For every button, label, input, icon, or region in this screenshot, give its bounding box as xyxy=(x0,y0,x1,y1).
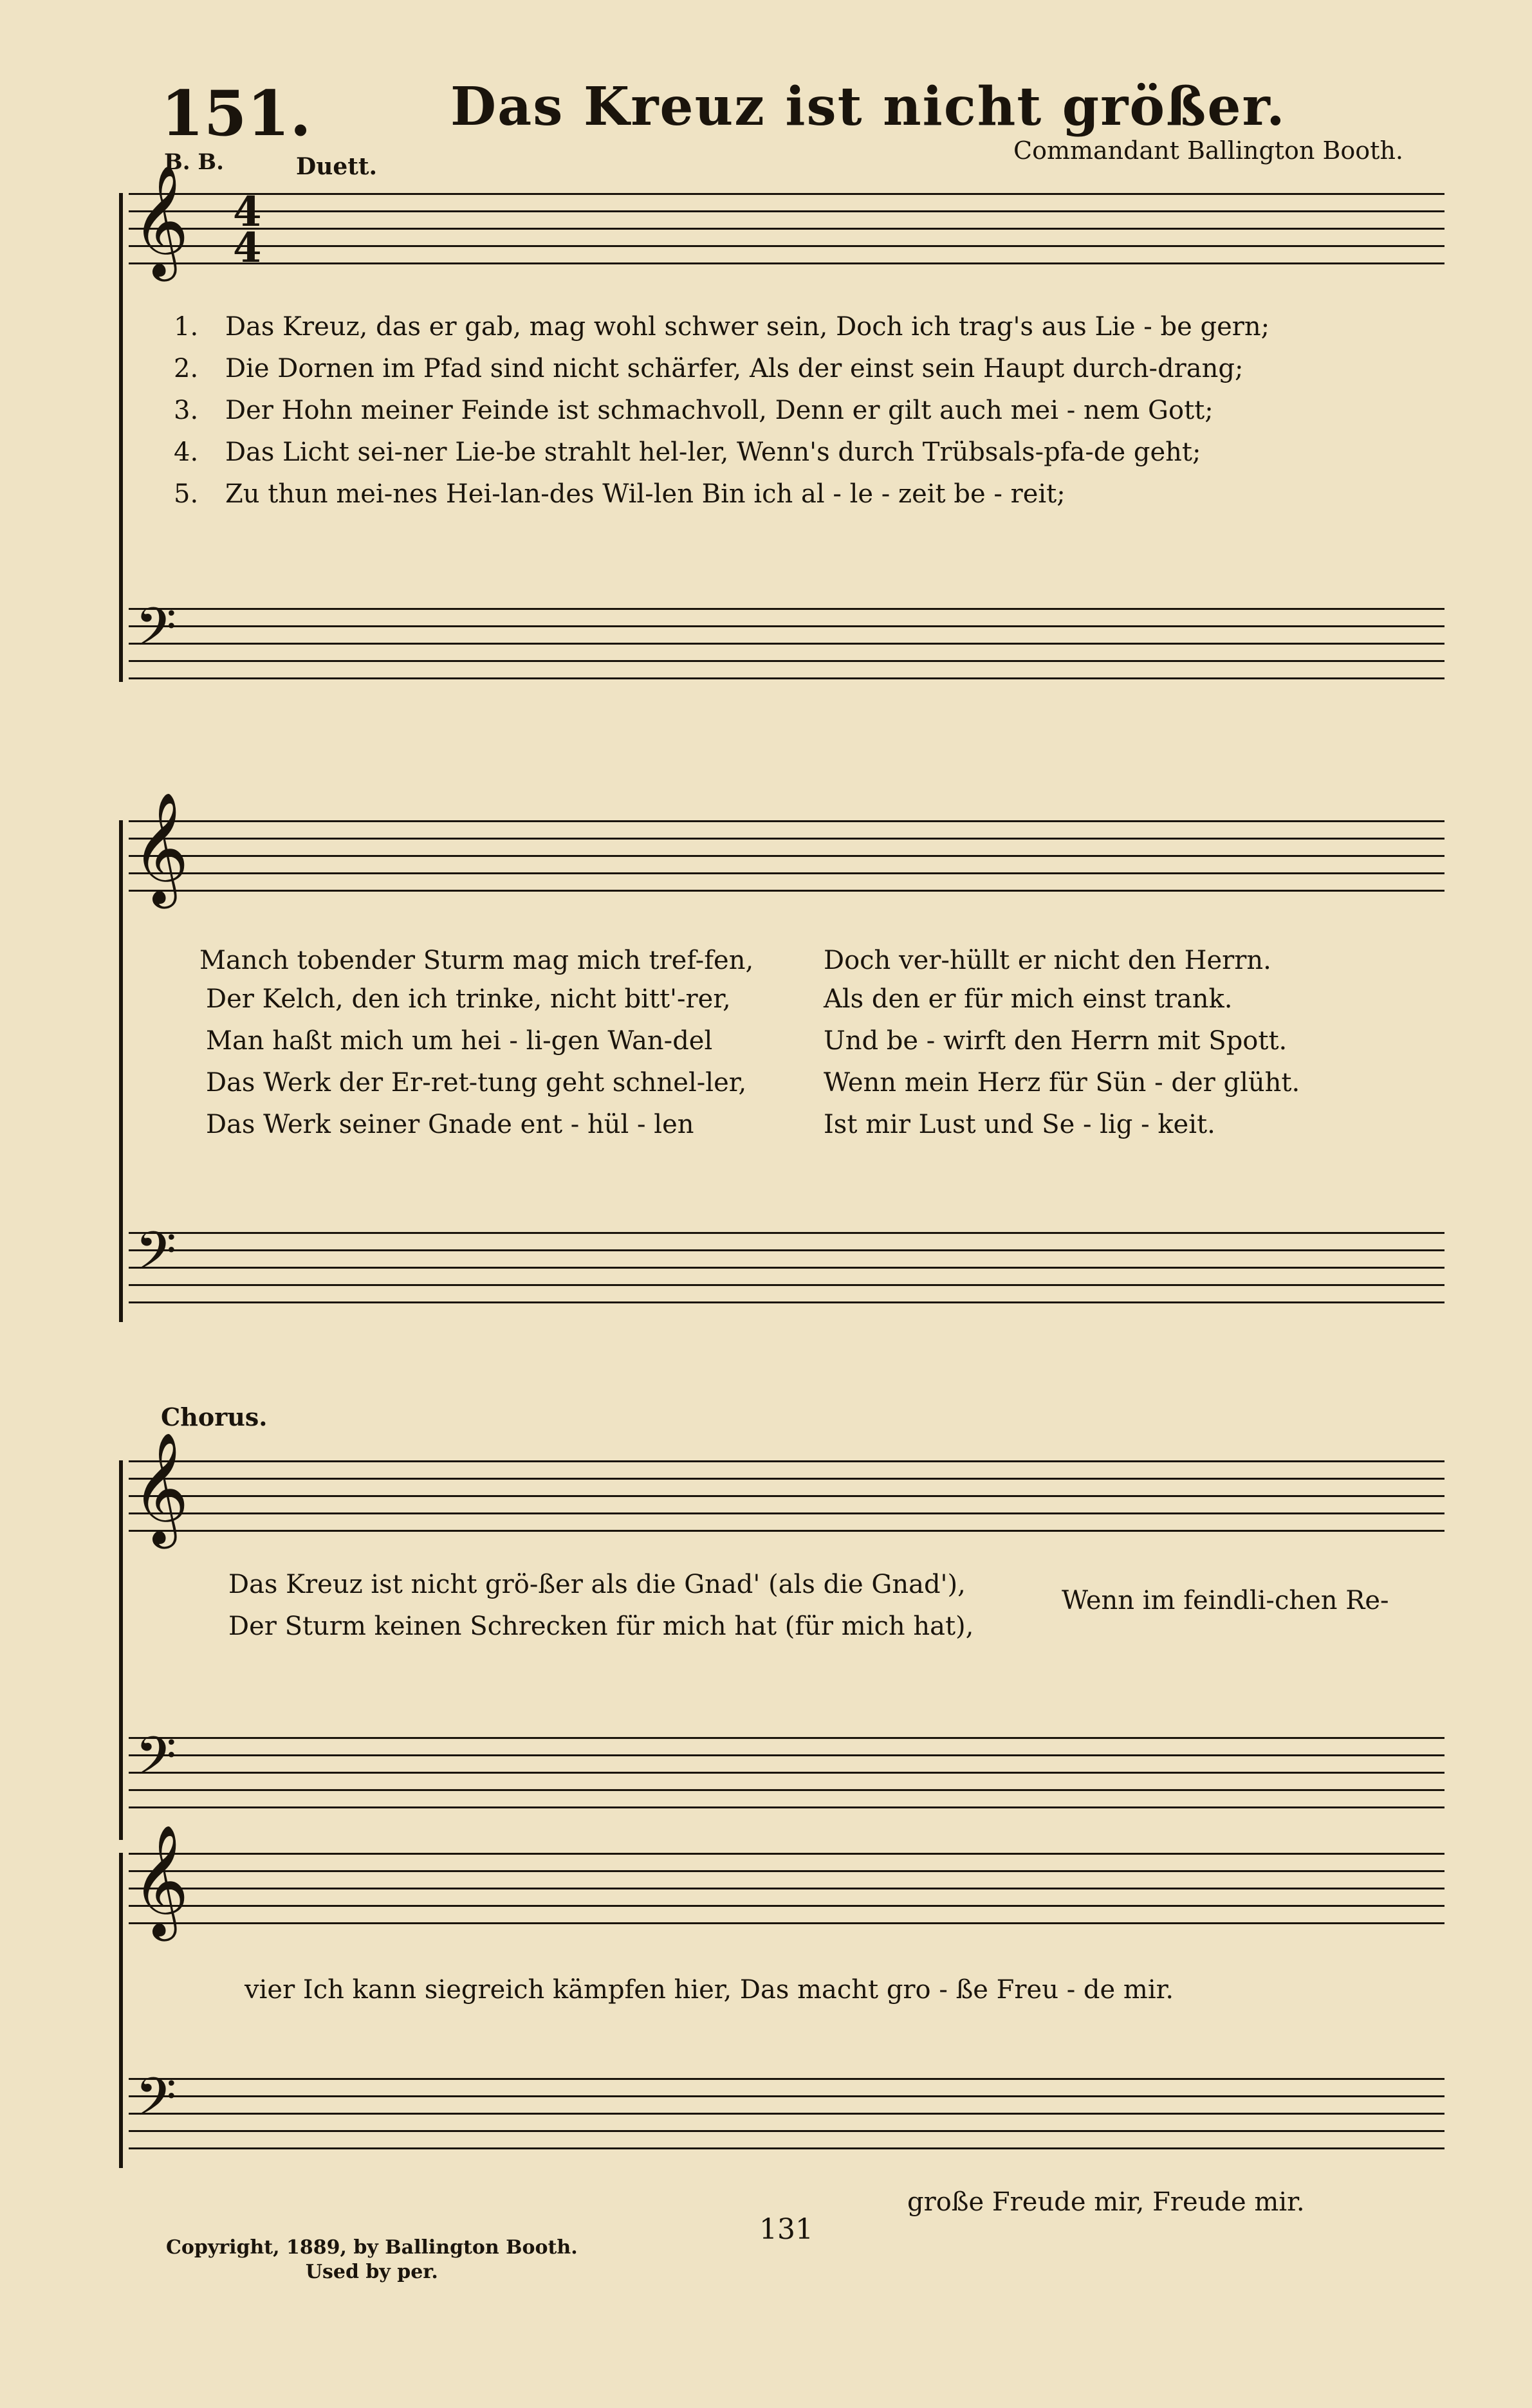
bass-clef-icon: 𝄢 xyxy=(135,1220,177,1295)
verse-text: Das Licht sei-ner Lie-be strahlt hel-ler, Wenn's durch Trübsals-pfa-de geht; xyxy=(225,437,1201,467)
copyright-line: Used by per. xyxy=(305,2261,438,2283)
copyright-line: Copyright, 1889, by Ballington Booth. xyxy=(166,2236,578,2259)
chorus-line: Das Kreuz ist nicht grö-ßer als die Gnad' (als die Gnad'), xyxy=(228,1570,966,1599)
verse-line xyxy=(174,312,1269,342)
bass-staff xyxy=(129,2078,1444,2150)
verse-line-b: Als den er für mich einst trank. xyxy=(824,984,1233,1014)
verse-line-a: Der Kelch, den ich trinke, nicht bitt'-rer, xyxy=(206,984,731,1014)
treble-clef-icon: 𝄞 xyxy=(132,1432,189,1544)
bass-staff xyxy=(129,1232,1444,1304)
verse-text: Das Kreuz, das er gab, mag wohl schwer sein, Doch ich trag's aus Lie - be gern; xyxy=(225,312,1270,342)
verse-number: 1. xyxy=(174,312,199,342)
section-label-duett: Duett. xyxy=(296,153,378,180)
treble-staff xyxy=(129,188,1444,272)
treble-staff xyxy=(129,820,1444,892)
chorus-line: vier Ich kann siegreich kämpfen hier, Das macht gro - ße Freu - de mir. xyxy=(245,1975,1174,2005)
chorus-line: große Freude mir, Freude mir. xyxy=(907,2187,1305,2217)
composer: Commandant Ballington Booth. xyxy=(1013,136,1403,165)
verse-number: 2. xyxy=(174,354,199,383)
page-number: 131 xyxy=(759,2213,813,2246)
treble-clef-icon: 𝄞 xyxy=(132,792,189,904)
verse-line-b: Wenn mein Herz für Sün - der glüht. xyxy=(824,1068,1300,1098)
verse-text: Die Dornen im Pfad sind nicht schärfer, Als der einst sein Haupt durch-drang; xyxy=(225,354,1244,383)
verse-line-a: Manch tobender Sturm mag mich tref-fen, xyxy=(199,946,754,975)
chorus-label: Chorus. xyxy=(161,1402,268,1431)
system-bracket xyxy=(119,1853,123,2168)
treble-clef-icon: 𝄞 xyxy=(132,1824,189,1936)
verse-text: Der Hohn meiner Feinde ist schmachvoll, Denn er gilt auch mei - nem Gott; xyxy=(225,396,1214,425)
author-initials: B. B. xyxy=(164,149,224,175)
chorus-line: Der Sturm keinen Schrecken für mich hat (für mich hat), xyxy=(228,1612,974,1641)
verse-number: 5. xyxy=(174,479,199,509)
bass-clef-icon: 𝄢 xyxy=(135,2066,177,2141)
bass-staff xyxy=(129,608,1444,680)
bass-clef-icon: 𝄢 xyxy=(135,1725,177,1800)
verse-line xyxy=(174,354,1243,383)
verse-line xyxy=(174,437,1201,467)
time-signature-icon: 4 4 xyxy=(233,188,262,272)
treble-staff xyxy=(129,1460,1444,1532)
verse-line-a: Das Werk seiner Gnade ent - hül - len xyxy=(206,1110,694,1139)
hymn-number: 151. xyxy=(161,77,311,150)
system-bracket xyxy=(119,193,123,682)
treble-staff xyxy=(129,1853,1444,1925)
verse-line-a: Man haßt mich um hei - li-gen Wan-del xyxy=(206,1026,713,1056)
verse-number: 4. xyxy=(174,437,199,467)
bass-clef-icon: 𝄢 xyxy=(135,596,177,671)
copyright xyxy=(166,2236,578,2284)
treble-clef-icon: 𝄞 xyxy=(132,165,189,277)
verse-line-a: Das Werk der Er-ret-tung geht schnel-ler, xyxy=(206,1068,747,1098)
verse-line-b: Doch ver-hüllt er nicht den Herrn. xyxy=(824,946,1271,975)
system-bracket xyxy=(119,1460,123,1840)
bass-staff xyxy=(129,1737,1444,1809)
verse-line xyxy=(174,396,1214,425)
hymn-title: Das Kreuz ist nicht größer. xyxy=(450,76,1286,138)
verse-number: 3. xyxy=(174,396,199,425)
verse-text: Zu thun mei-nes Hei-lan-des Wil-len Bin ich al - le - zeit be - reit; xyxy=(225,479,1066,509)
verse-line xyxy=(174,479,1066,509)
verse-line-b: Ist mir Lust und Se - lig - keit. xyxy=(824,1110,1215,1139)
verse-line-b: Und be - wirft den Herrn mit Spott. xyxy=(824,1026,1287,1056)
system-bracket xyxy=(119,820,123,1322)
chorus-line: Wenn im feindli-chen Re- xyxy=(1062,1586,1389,1615)
